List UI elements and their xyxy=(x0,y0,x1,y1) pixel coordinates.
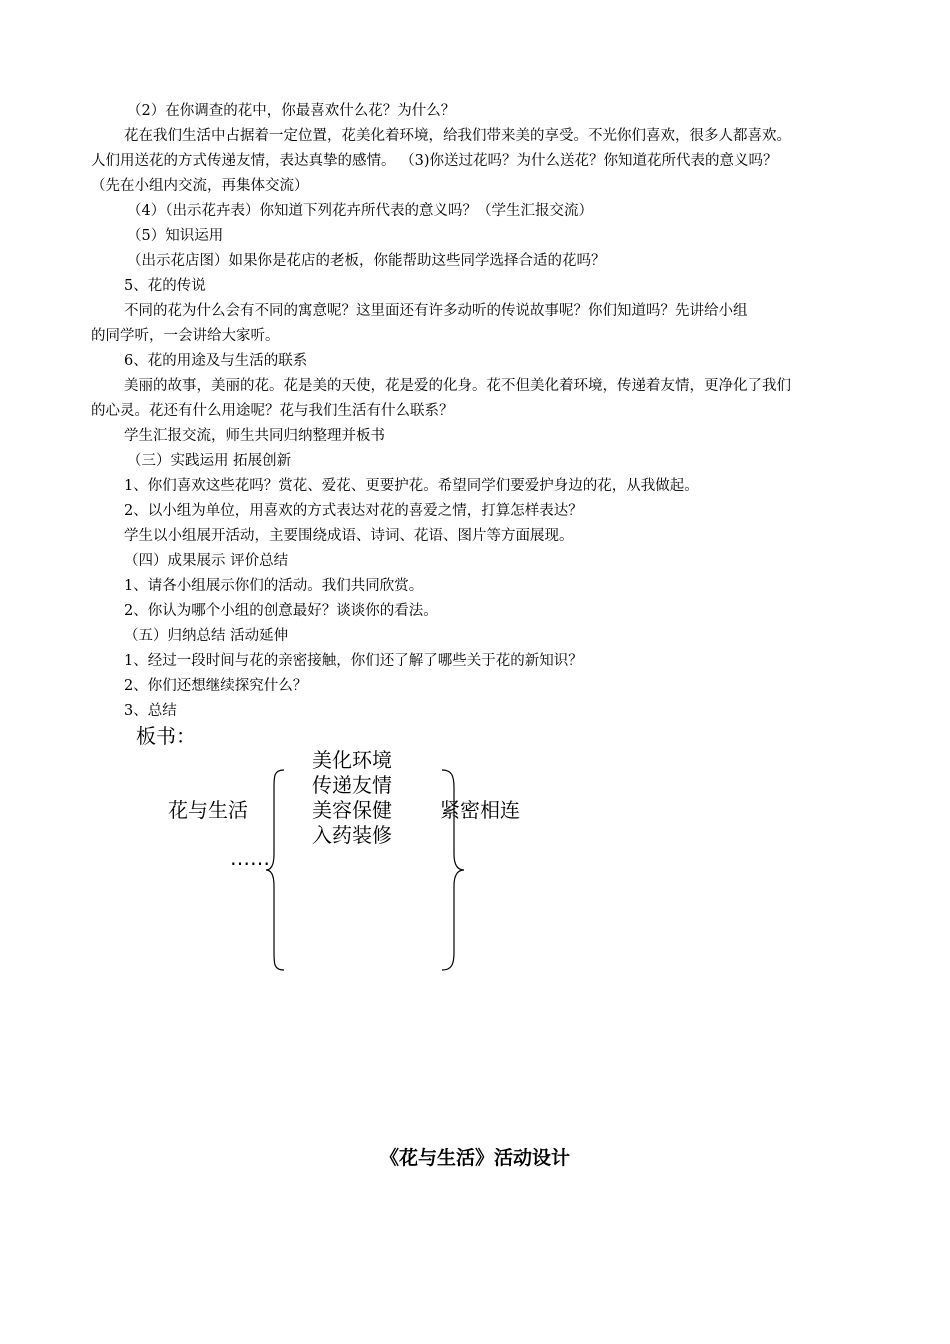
board-item: 美容保健 xyxy=(312,798,392,822)
text-line: （4）（出示花卉表）你知道下列花卉所代表的意义吗？（学生汇报交流） xyxy=(127,203,593,219)
text-line: 的同学听，一会讲给大家听。 xyxy=(91,328,280,344)
text-line: 不同的花为什么会有不同的寓意呢？这里面还有许多动听的传说故事呢？你们知道吗？先讲给小组 xyxy=(124,303,748,319)
text-line: 花在我们生活中占据着一定位置，花美化着环境，给我们带来美的享受。不光你们喜欢，很多人都喜欢。 xyxy=(124,128,791,144)
text-line: 1、你们喜欢这些花吗？赏花、爱花、更要护花。希望同学们要爱护身边的花，从我做起。 xyxy=(124,478,699,494)
board-center-topic: 花与生活 xyxy=(168,798,248,822)
text-line: 2、你认为哪个小组的创意最好？谈谈你的看法。 xyxy=(124,603,438,619)
text-line: 5、花的传说 xyxy=(124,278,206,294)
right-brace-icon xyxy=(438,768,470,972)
text-line: 1、请各小组展示你们的活动。我们共同欣赏。 xyxy=(124,578,424,594)
text-line: （出示花店图）如果你是花店的老板，你能帮助这些同学选择合适的花吗？ xyxy=(127,253,606,269)
text-line: 1、经过一段时间与花的亲密接触，你们还了解了哪些关于花的新知识？ xyxy=(124,653,583,669)
text-line: （四）成果展示 评价总结 xyxy=(124,553,289,569)
text-line: （五）归纳总结 活动延伸 xyxy=(124,628,289,644)
board-ellipsis: …… xyxy=(230,846,270,870)
text-line: （先在小组内交流，再集体交流） xyxy=(91,178,309,194)
text-line: 学生汇报交流，师生共同归纳整理并板书 xyxy=(124,428,385,444)
text-line: （2）在你调查的花中，你最喜欢什么花？为什么？ xyxy=(127,103,456,119)
board-item: 传递友情 xyxy=(312,773,392,797)
board-item: 入药装修 xyxy=(312,823,392,847)
board-label: 板书： xyxy=(136,724,196,748)
text-line: 6、花的用途及与生活的联系 xyxy=(124,353,308,369)
text-line: 2、以小组为单位，用喜欢的方式表达对花的喜爱之情，打算怎样表达？ xyxy=(124,503,583,519)
text-line: （5）知识运用 xyxy=(127,228,224,244)
document-title: 《花与生活》活动设计 xyxy=(379,1147,570,1169)
text-line: 美丽的故事，美丽的花。花是美的天使，花是爱的化身。花不但美化着环境，传递着友情，更净化了我们 xyxy=(124,378,791,394)
board-conclusion: 紧密相连 xyxy=(440,798,520,822)
text-line: （三）实践运用 拓展创新 xyxy=(127,453,292,469)
text-line: 的心灵。花还有什么用途呢？花与我们生活有什么联系？ xyxy=(91,403,454,419)
text-line: 人们用送花的方式传递友情，表达真挚的感情。 （3)你送过花吗？为什么送花？你知道花所代表的意义吗？ xyxy=(91,153,778,169)
text-line: 3、总结 xyxy=(124,703,177,719)
text-line: 学生以小组展开活动，主要围绕成语、诗词、花语、图片等方面展现。 xyxy=(124,528,574,544)
left-brace-icon xyxy=(262,768,292,972)
text-line: 2、你们还想继续探究什么？ xyxy=(124,678,308,694)
board-item: 美化环境 xyxy=(312,748,392,772)
